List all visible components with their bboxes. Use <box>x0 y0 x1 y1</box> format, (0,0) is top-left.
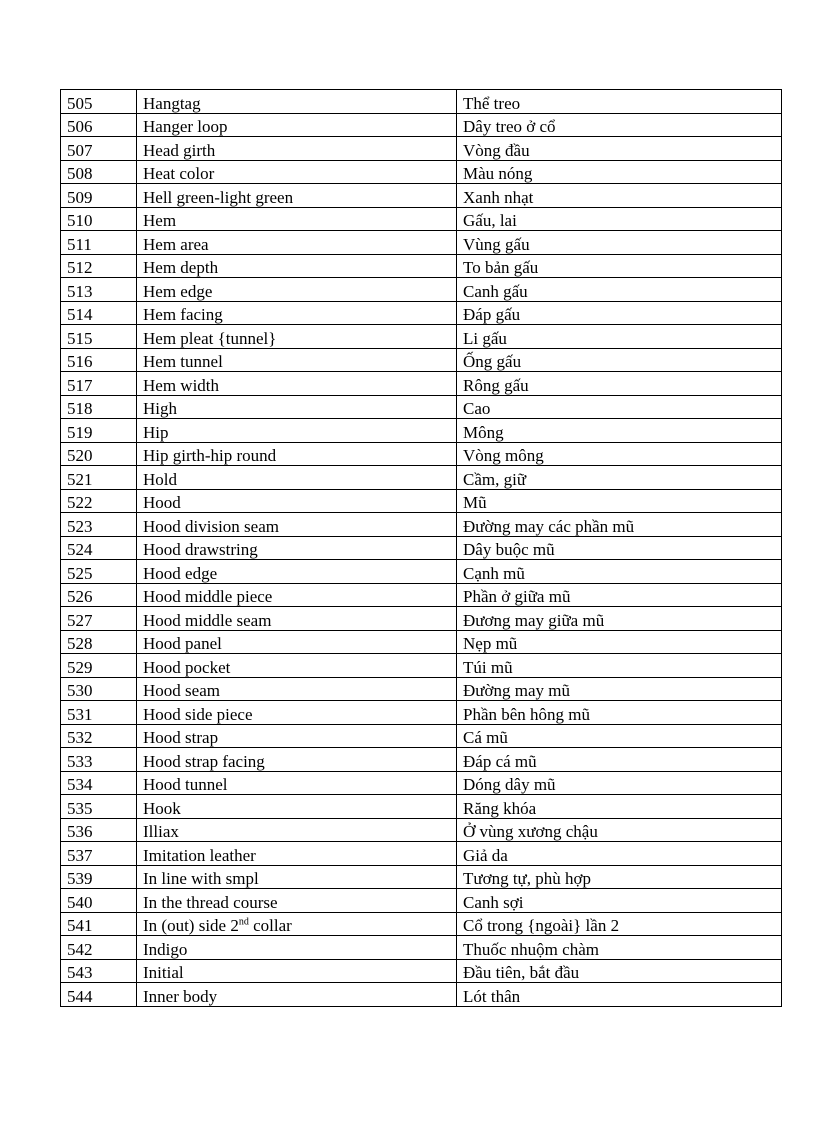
vietnamese-term: Cá mũ <box>463 728 508 747</box>
vietnamese-term-cell <box>457 325 782 349</box>
english-term-cell <box>137 207 457 231</box>
english-term: Hood seam <box>143 681 220 700</box>
english-term-cell <box>137 936 457 960</box>
term-number: 514 <box>67 305 93 324</box>
english-term: Hem edge <box>143 281 213 301</box>
vietnamese-term-cell <box>457 513 782 537</box>
english-term-cell <box>137 348 457 372</box>
vietnamese-term: Dây buộc mũ <box>463 540 555 559</box>
table-row <box>61 560 782 584</box>
english-term: Initial <box>143 963 184 982</box>
table-row <box>61 466 782 490</box>
english-term-cell <box>137 442 457 466</box>
english-term: Hood side piece <box>143 704 253 724</box>
table-row <box>61 513 782 537</box>
english-term: Hook <box>143 798 181 818</box>
table-row <box>61 372 782 396</box>
term-number-cell <box>61 395 137 419</box>
english-term: Indigo <box>143 939 188 959</box>
term-number-cell <box>61 184 137 208</box>
term-number: 513 <box>67 281 93 301</box>
english-term: Hood middle piece <box>143 587 273 606</box>
vietnamese-term: Lót thân <box>463 986 521 1006</box>
english-term-cell <box>137 677 457 701</box>
table-row <box>61 442 782 466</box>
english-term-cell <box>137 630 457 654</box>
term-number-cell <box>61 442 137 466</box>
term-number-cell <box>61 113 137 137</box>
vietnamese-term-cell <box>457 771 782 795</box>
vietnamese-term-cell <box>457 348 782 372</box>
table-row <box>61 348 782 372</box>
english-term-cell <box>137 419 457 443</box>
english-term: Hold <box>143 469 177 489</box>
english-term: Hem depth <box>143 258 219 277</box>
vietnamese-term-cell <box>457 748 782 772</box>
english-term: Hood strap facing <box>143 751 265 771</box>
table-row <box>61 160 782 184</box>
english-term: Hangtag <box>143 93 201 113</box>
english-term-cell <box>137 372 457 396</box>
term-number-cell <box>61 90 137 114</box>
english-term-cell <box>137 818 457 842</box>
table-row <box>61 607 782 631</box>
table-row <box>61 419 782 443</box>
term-number: 532 <box>67 728 93 747</box>
term-number: 543 <box>67 963 93 982</box>
english-term: Hood edge <box>143 563 218 583</box>
term-number-cell <box>61 889 137 913</box>
vietnamese-term: Màu nóng <box>463 164 533 183</box>
term-number: 534 <box>67 775 93 794</box>
table-row <box>61 771 782 795</box>
english-term-cell <box>137 842 457 866</box>
vietnamese-term: To bản gấu <box>463 258 539 277</box>
english-term: Hood pocket <box>143 657 231 677</box>
english-term-cell <box>137 560 457 584</box>
vietnamese-term: Rông gấu <box>463 375 529 395</box>
english-term-cell <box>137 583 457 607</box>
term-number-cell <box>61 583 137 607</box>
term-number: 522 <box>67 493 93 512</box>
term-number: 536 <box>67 822 93 841</box>
english-term: Hood <box>143 493 181 512</box>
vietnamese-term: Vùng gấu <box>463 234 530 254</box>
glossary-table <box>60 89 782 1007</box>
vietnamese-term: Dây treo ở cổ <box>463 117 556 136</box>
english-term-cell <box>137 748 457 772</box>
vietnamese-term-cell <box>457 959 782 983</box>
vietnamese-term: Giả da <box>463 845 508 865</box>
term-number: 506 <box>67 117 93 136</box>
vietnamese-term-cell <box>457 301 782 325</box>
table-row <box>61 137 782 161</box>
vietnamese-term: Túi mũ <box>463 657 513 677</box>
vietnamese-term: Cổ trong {ngoài} lần 2 <box>463 916 620 935</box>
english-term-cell <box>137 701 457 725</box>
vietnamese-term: Dóng dây mũ <box>463 775 556 794</box>
term-number: 510 <box>67 211 93 230</box>
english-term: Hem <box>143 211 177 230</box>
term-number: 507 <box>67 140 93 160</box>
english-term: Hood division seam <box>143 516 279 536</box>
term-number: 518 <box>67 399 93 418</box>
english-term: Hem width <box>143 375 220 395</box>
table-row <box>61 583 782 607</box>
vietnamese-term-cell <box>457 983 782 1007</box>
english-term: Imitation leather <box>143 845 256 865</box>
glossary-body <box>61 90 782 1007</box>
term-number: 525 <box>67 563 93 583</box>
term-number-cell <box>61 160 137 184</box>
vietnamese-term-cell <box>457 912 782 936</box>
vietnamese-term-cell <box>457 442 782 466</box>
term-number: 541 <box>67 916 93 935</box>
english-term-cell <box>137 654 457 678</box>
english-term-cell <box>137 724 457 748</box>
term-number: 524 <box>67 540 93 559</box>
table-row <box>61 701 782 725</box>
term-number-cell <box>61 254 137 278</box>
english-term: In line with smpl <box>143 869 259 888</box>
vietnamese-term: Vòng đầu <box>463 140 530 160</box>
english-term: Hip <box>143 422 169 442</box>
term-number: 505 <box>67 93 93 113</box>
term-number: 512 <box>67 258 93 277</box>
term-number-cell <box>61 677 137 701</box>
table-row <box>61 936 782 960</box>
english-term-cell <box>137 278 457 302</box>
vietnamese-term: Thuốc nhuộm chàm <box>463 939 599 959</box>
english-term-cell <box>137 865 457 889</box>
table-row <box>61 889 782 913</box>
table-row <box>61 748 782 772</box>
vietnamese-term: Ống gấu <box>463 352 522 371</box>
table-row <box>61 278 782 302</box>
term-number-cell <box>61 207 137 231</box>
term-number: 508 <box>67 164 93 183</box>
term-number: 539 <box>67 869 93 888</box>
table-row <box>61 677 782 701</box>
term-number-cell <box>61 936 137 960</box>
vietnamese-term: Phần ở giữa mũ <box>463 587 571 606</box>
vietnamese-term: Nẹp mũ <box>463 634 518 653</box>
vietnamese-term-cell <box>457 936 782 960</box>
term-number: 526 <box>67 587 93 606</box>
term-number: 544 <box>67 986 93 1006</box>
vietnamese-term: Tương tự, phù hợp <box>463 869 592 888</box>
term-number-cell <box>61 278 137 302</box>
term-number: 537 <box>67 845 93 865</box>
vietnamese-term-cell <box>457 724 782 748</box>
term-number-cell <box>61 795 137 819</box>
term-number: 517 <box>67 375 93 395</box>
table-row <box>61 795 782 819</box>
vietnamese-term-cell <box>457 818 782 842</box>
english-term: Hem tunnel <box>143 352 223 371</box>
english-term-cell <box>137 912 457 936</box>
vietnamese-term-cell <box>457 489 782 513</box>
vietnamese-term: Phần bên hông mũ <box>463 704 591 724</box>
vietnamese-term-cell <box>457 278 782 302</box>
english-term-cell <box>137 607 457 631</box>
english-term: Inner body <box>143 986 218 1006</box>
term-number-cell <box>61 983 137 1007</box>
term-number: 515 <box>67 328 93 348</box>
term-number-cell <box>61 372 137 396</box>
vietnamese-term: Cao <box>463 399 491 418</box>
english-term-cell <box>137 983 457 1007</box>
table-row <box>61 630 782 654</box>
vietnamese-term-cell <box>457 583 782 607</box>
english-term: Hood strap <box>143 728 219 747</box>
term-number: 540 <box>67 892 93 912</box>
vietnamese-term-cell <box>457 630 782 654</box>
vietnamese-term-cell <box>457 795 782 819</box>
english-term <box>143 917 292 935</box>
term-number: 533 <box>67 751 93 771</box>
english-term: Hip girth-hip round <box>143 446 277 465</box>
english-term: Hell green-light green <box>143 187 294 207</box>
table-row <box>61 113 782 137</box>
table-row <box>61 818 782 842</box>
term-number-cell <box>61 912 137 936</box>
english-term: In the thread course <box>143 892 278 912</box>
term-number: 542 <box>67 939 93 959</box>
table-row <box>61 395 782 419</box>
vietnamese-term-cell <box>457 113 782 137</box>
vietnamese-term-cell <box>457 677 782 701</box>
english-term: Hem facing <box>143 305 223 324</box>
term-number: 530 <box>67 681 93 700</box>
table-row <box>61 90 782 114</box>
vietnamese-term-cell <box>457 207 782 231</box>
vietnamese-term-cell <box>457 419 782 443</box>
term-number-cell <box>61 607 137 631</box>
table-row <box>61 724 782 748</box>
english-term-cell <box>137 771 457 795</box>
vietnamese-term: Cầm, giữ <box>463 469 527 489</box>
vietnamese-term: Gấu, lai <box>463 211 517 230</box>
vietnamese-term: Cạnh mũ <box>463 563 525 583</box>
english-term-cell <box>137 466 457 490</box>
vietnamese-term: Đường may mũ <box>463 681 570 700</box>
vietnamese-term-cell <box>457 90 782 114</box>
table-row <box>61 959 782 983</box>
english-term-cell <box>137 513 457 537</box>
vietnamese-term: Mũ <box>463 493 487 512</box>
english-term-cell <box>137 301 457 325</box>
english-term-text-after: collar <box>248 916 292 935</box>
vietnamese-term-cell <box>457 372 782 396</box>
vietnamese-term: Canh sợi <box>463 892 524 912</box>
term-number-cell <box>61 325 137 349</box>
english-term-cell <box>137 889 457 913</box>
term-number: 528 <box>67 634 93 653</box>
english-term-cell <box>137 536 457 560</box>
table-row <box>61 536 782 560</box>
term-number: 529 <box>67 657 93 677</box>
vietnamese-term: Canh gấu <box>463 281 528 301</box>
vietnamese-term: Đương may giữa mũ <box>463 610 605 630</box>
english-term: Hood drawstring <box>143 540 258 559</box>
vietnamese-term-cell <box>457 184 782 208</box>
table-row <box>61 184 782 208</box>
vietnamese-term: Đáp gấu <box>463 305 521 324</box>
term-number-cell <box>61 630 137 654</box>
term-number-cell <box>61 560 137 584</box>
english-term: Hem pleat {tunnel} <box>143 328 277 348</box>
vietnamese-term: Xanh nhạt <box>463 187 534 207</box>
english-term-cell <box>137 137 457 161</box>
english-term: Hood middle seam <box>143 610 272 630</box>
english-term: Illiax <box>143 822 179 841</box>
english-term-cell <box>137 395 457 419</box>
term-number-cell <box>61 654 137 678</box>
table-row <box>61 654 782 678</box>
vietnamese-term: Mông <box>463 422 504 442</box>
term-number-cell <box>61 771 137 795</box>
term-number-cell <box>61 865 137 889</box>
term-number-cell <box>61 842 137 866</box>
english-term: Hanger loop <box>143 117 228 136</box>
english-term-cell <box>137 231 457 255</box>
term-number: 516 <box>67 352 93 371</box>
vietnamese-term-cell <box>457 395 782 419</box>
vietnamese-term-cell <box>457 701 782 725</box>
table-row <box>61 912 782 936</box>
table-row <box>61 231 782 255</box>
term-number: 523 <box>67 516 93 536</box>
vietnamese-term-cell <box>457 889 782 913</box>
term-number-cell <box>61 137 137 161</box>
term-number-cell <box>61 466 137 490</box>
term-number: 527 <box>67 610 93 630</box>
vietnamese-term-cell <box>457 865 782 889</box>
vietnamese-term-cell <box>457 466 782 490</box>
table-row <box>61 301 782 325</box>
english-term-cell <box>137 489 457 513</box>
vietnamese-term-cell <box>457 254 782 278</box>
english-term-cell <box>137 184 457 208</box>
vietnamese-term-cell <box>457 536 782 560</box>
vietnamese-term: Răng khóa <box>463 798 537 818</box>
english-term: Head girth <box>143 140 216 160</box>
term-number: 521 <box>67 469 93 489</box>
table-row <box>61 207 782 231</box>
term-number-cell <box>61 818 137 842</box>
term-number: 509 <box>67 187 93 207</box>
term-number: 535 <box>67 798 93 818</box>
english-term: Heat color <box>143 164 215 183</box>
vietnamese-term-cell <box>457 560 782 584</box>
vietnamese-term: Đáp cá mũ <box>463 751 537 771</box>
term-number-cell <box>61 536 137 560</box>
english-term: High <box>143 399 177 418</box>
table-row <box>61 983 782 1007</box>
term-number: 520 <box>67 446 93 465</box>
vietnamese-term: Vòng mông <box>463 446 544 465</box>
english-term-cell <box>137 160 457 184</box>
vietnamese-term-cell <box>457 160 782 184</box>
term-number-cell <box>61 959 137 983</box>
vietnamese-term-cell <box>457 842 782 866</box>
term-number-cell <box>61 748 137 772</box>
term-number-cell <box>61 231 137 255</box>
term-number-cell <box>61 513 137 537</box>
vietnamese-term: Đường may các phần mũ <box>463 516 635 536</box>
english-term: Hood tunnel <box>143 775 228 794</box>
term-number: 519 <box>67 422 93 442</box>
english-term-cell <box>137 254 457 278</box>
table-row <box>61 865 782 889</box>
term-number-cell <box>61 701 137 725</box>
english-term-cell <box>137 959 457 983</box>
english-term-cell <box>137 325 457 349</box>
english-term-cell <box>137 113 457 137</box>
term-number-cell <box>61 419 137 443</box>
table-row <box>61 489 782 513</box>
vietnamese-term-cell <box>457 607 782 631</box>
vietnamese-term-cell <box>457 137 782 161</box>
term-number-cell <box>61 348 137 372</box>
vietnamese-term: Thể treo <box>463 93 521 113</box>
english-term: Hood panel <box>143 634 222 653</box>
table-row <box>61 325 782 349</box>
term-number: 511 <box>67 234 92 254</box>
vietnamese-term: Đầu tiên, bắt đầu <box>463 963 580 982</box>
vietnamese-term: Li gấu <box>463 328 507 348</box>
english-term: Hem area <box>143 234 209 254</box>
vietnamese-term-cell <box>457 231 782 255</box>
english-term-cell <box>137 795 457 819</box>
term-number-cell <box>61 301 137 325</box>
vietnamese-term-cell <box>457 654 782 678</box>
term-number-cell <box>61 489 137 513</box>
term-number: 531 <box>67 704 93 724</box>
english-term-text: In (out) side 2 <box>143 916 239 935</box>
table-row <box>61 842 782 866</box>
english-term-cell <box>137 90 457 114</box>
vietnamese-term: Ở vùng xương chậu <box>463 822 598 841</box>
term-number-cell <box>61 724 137 748</box>
table-row <box>61 254 782 278</box>
english-term-superscript: nd <box>238 916 249 928</box>
